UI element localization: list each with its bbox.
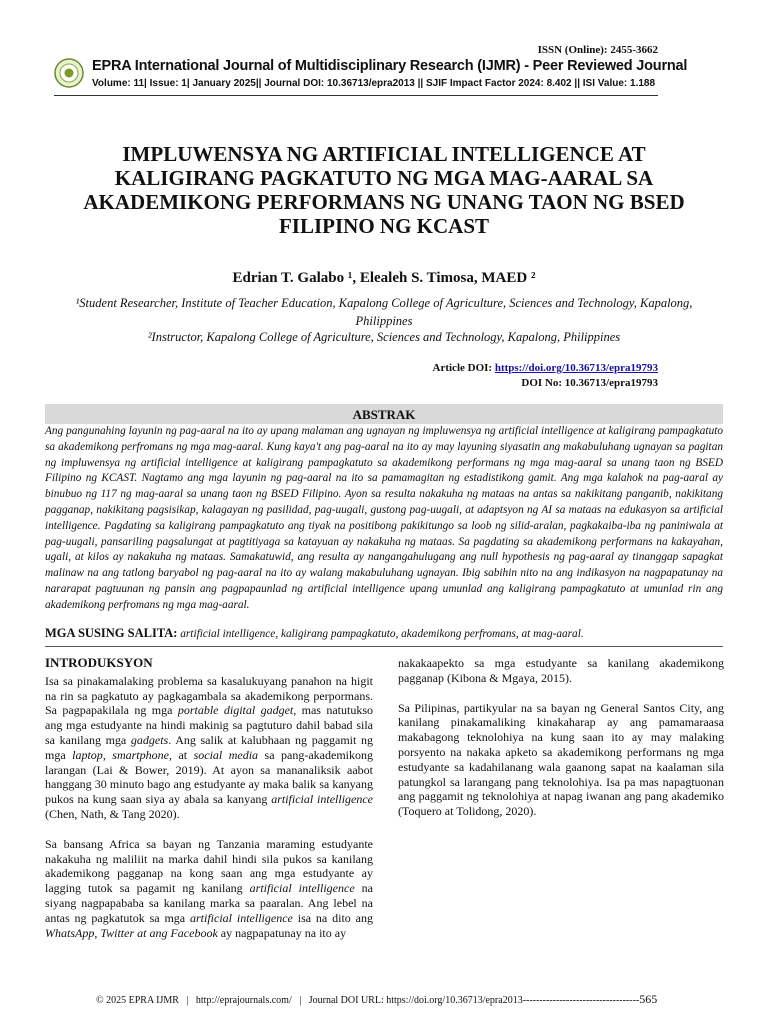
- affiliation-1: ¹Student Researcher, Institute of Teacher Education, Kapalong College of Agriculture, Sciences and Technology, Kapalong, Philippines: [75, 296, 693, 328]
- journal-logo-icon: [54, 58, 84, 88]
- abstract-text: Ang pangunahing layunin ng pag-aaral na ito ay upang malaman ang ugnayan ng impluwensya ng artificial intelligence at kaligirang pampagkatuto sa akademikong perfromans ng mga mag-aaral. Kung kaya't ang pag-aaral na ito ay may layuning siyasatin ang makabuluhang ugnayan sa pagitan ng impluwensya ng artificial intelligence at kaligirang pampagkatuto sa akademikong performans ng mga mag-aaral sa unang taon ng BSED Filipino ng KCAST. Nagtamo ang mga layunin ng pag-aaral na ito sa pamamagitan ng estadistikong gamit. Ang mga kalahok na pag-aaral ay binubuo ng 117 ng mag-aaral sa unang taon ng BSED Filipino. Ayon sa resulta nakakuha ng mataas na antas sa nakikitang panganib, nakikitang pagganap, nakikitang pagsisikap, kalagayan ng pasilidad, pag-uugali, gustong pag-uugali, at adaptsyon ng AI sa mataas na edukasyon sa artificial intelligence. Pagdating sa kaligirang pampagkatuto ang tiyak na positibong pakikitungo sa loob ng silid-aralan, pagkakaiba-iba ng paniniwala at pag-uugali, pansariling pagsalungat at pagtitiyaga sa katayuan ay nakakuha ng mataas. Sa pagdating sa akademikong performans na kakayahan, ugali, at kilos ay nakakuha ng mataas. Samakatuwid, ang resulta ay nangangahulugang ang null hypothesis ng pag-aaral ay tinanggap sapagkat malinaw na ang tatlong baryabol ng pag-aaral na ito ay walang makabuluhang ugnayan. Ibig sabihin nito na ang indikasyon na nagpapatunay na nararapat pagtuunan ng pansin ang pagpapaunlad ng artificial intelligence upang umunlad ang kaligirang pampagkatuto at umunlad rin ang akademikong perfromans ng mga mag-aaral.: [45, 425, 723, 611]
- article-doi-link[interactable]: https://doi.org/10.36713/epra19793: [494, 362, 658, 374]
- doi-number: DOI No: 10.36713/epra19793: [521, 377, 658, 389]
- footer-copyright: © 2025 EPRA IJMR: [96, 995, 179, 1006]
- affiliation-2: ²Instructor, Kapalong College of Agriculture, Sciences and Technology, Kapalong, Philippines: [147, 330, 621, 344]
- journal-title: EPRA International Journal of Multidisciplinary Research (IJMR) - Peer Reviewed Journal: [92, 58, 688, 74]
- paper-title: IMPLUWENSYA NG ARTIFICIAL INTELLIGENCE AT KALIGIRANG PAGKATUTO NG MGA MAG-AARAL SA AKADEMIKONG PERFORMANS NG UNANG TAON NG BSED FILIPINO NG KCAST: [83, 142, 685, 238]
- footer-separator: |: [299, 995, 302, 1006]
- footer-site-link[interactable]: http://eprajournals.com/: [195, 995, 292, 1006]
- authors: Edrian T. Galabo ¹, Elealeh S. Timosa, MAED ²: [232, 270, 536, 286]
- issn: ISSN (Online): 2455-3662: [537, 44, 658, 56]
- article-doi-label: Article DOI:: [432, 362, 495, 374]
- intro-heading: INTRODUKSYON: [45, 655, 153, 670]
- footer-dashes: -----------------------------------: [522, 995, 640, 1006]
- right-column: [398, 656, 724, 834]
- keywords: [45, 626, 723, 641]
- footer-separator: |: [186, 995, 189, 1006]
- left-column: [45, 656, 373, 955]
- paragraph: nakakaapekto sa mga estudyante sa kanilang akademikong pagganap (Kibona & Mgaya, 2015).: [398, 656, 724, 685]
- abstract-heading: ABSTRAK: [45, 404, 723, 424]
- keywords-value: artificial intelligence, kaligirang pampagkatuto, akademikong perfromans, at mag-aaral.: [177, 628, 584, 640]
- section-divider: [45, 646, 723, 647]
- page-number: 565: [639, 992, 658, 1006]
- paragraph: Isa sa pinakamalaking problema sa kasalukuyang panahon na higit na rin sa pagkatuto ay pagkagambala sa akademikong perpormans. Sa pagpapakilala ng mga portable digital gadget, mas natutukso ang mga estudyante na hindi makinig sa pagtuturo dahil babad sila sa kanilang mga gadgets. Ang salik at kalubhaan ng paggamit ng mga laptop, smartphone, at social media sa pang-akademikong larangan (Lai & Bower, 2019). At ayon sa mananaliksik aabot hanggang 30 minuto bago ang estudyante ay maka balik sa kanyang pukos na kung saan siya ay abala sa kanyang artificial intelligence (Chen, Nath, & Tang 2020).: [45, 673, 374, 821]
- journal-meta: Volume: 11| Issue: 1| January 2025|| Journal DOI: 10.36713/epra2013 || SJIF Impact Factor 2024: 8.402 || ISI Value: 1.188: [92, 78, 656, 89]
- paragraph: Sa bansang Africa sa bayan ng Tanzania maraming estudyante nakakuha ng maliliit na marka dahil hindi sila pukos sa kanilang akademikong pagganap na kong saan ang mga estudyante ay lagging tutok sa pagamit ng kanilang artificial intelligence na siyang nagpapababa sa kanilang marka sa paaralan. Ang lebel na antas ng pagkatutok sa mga artificial intelligence isa na dito ang WhatsApp, Twitter at ang Facebook ay nagpapatunay na ito ay: [45, 836, 373, 940]
- footer-doi-url[interactable]: Journal DOI URL: https://doi.org/10.36713/epra2013: [308, 995, 523, 1006]
- paragraph: Sa Pilipinas, partikyular na sa bayan ng General Santos City, ang kanilang pinakamaliking kinakaharap ay ang pamamaraasa makabagong teknolohiya na kung saan ito ay may malaking porsyento na nakaka apketo sa akademikong performans ng mga estudyante sa kadahilanang wala gaanong sapat na kaalaman sila patungkol sa larangang pang teknolohiya. Isa pa mas napagtuonan ang paggamit ng teknolohiya at napag iwanan ang pang akademiko (Toquero at Tolidong, 2020).: [398, 700, 724, 819]
- keywords-label: MGA SUSING SALITA:: [45, 626, 178, 640]
- page-footer: [96, 992, 657, 1007]
- article-doi: [433, 362, 658, 374]
- header-divider: [54, 95, 658, 96]
